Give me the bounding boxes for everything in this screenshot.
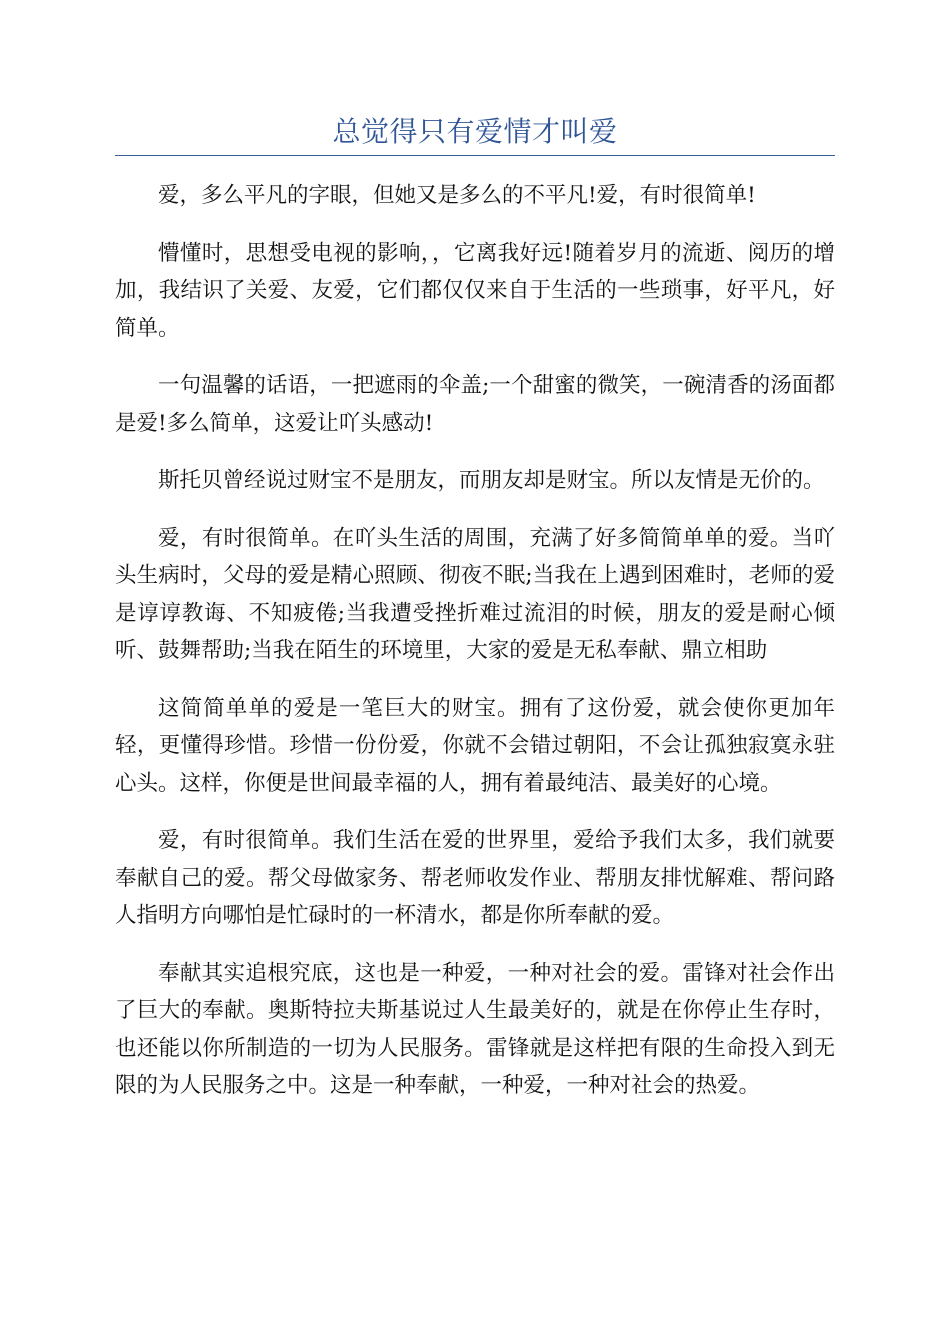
paragraph-3: 一句温馨的话语，一把遮雨的伞盖;一个甜蜜的微笑，一碗清香的汤面都是爱!多么简单，这爱让吖头感动! [115, 373, 835, 436]
document-title: 总觉得只有爱情才叫爱 [332, 115, 618, 148]
paragraph-8: 奉献其实追根究底，这也是一种爱，一种对社会的爱。雷锋对社会作出了巨大的奉献。奥斯特拉夫斯基说过人生最美好的，就是在你停止生存时，也还能以你所制造的一切为人民服务。雷锋就是这样把有限的生命投入到无限的为人民服务之中。这是一种奉献，一种爱，一种对社会的热爱。 [115, 960, 835, 1098]
paragraph-5: 爱，有时很简单。在吖头生活的周围，充满了好多简简单单的爱。当吖头生病时，父母的爱是精心照顾、彻夜不眠;当我在上遇到困难时，老师的爱是谆谆教诲、不知疲倦;当我遭受挫折难过流泪的时候，朋友的爱是耐心倾听、鼓舞帮助;当我在陌生的环境里，大家的爱是无私奉献、鼎立相助 [115, 525, 835, 663]
paragraph-7: 爱，有时很简单。我们生活在爱的世界里，爱给予我们太多，我们就要奉献自己的爱。帮父母做家务、帮老师收发作业、帮朋友排忧解难、帮问路人指明方向哪怕是忙碌时的一杯清水，都是你所奉献的爱。 [115, 828, 835, 928]
paragraph-2: 懵懂时，思想受电视的影响，，它离我好远!随着岁月的流逝、阅历的增加，我结识了关爱、友爱，它们都仅仅来自于生活的一些琐事，好平凡，好简单。 [115, 240, 835, 341]
paragraph-4: 斯托贝曾经说过财宝不是朋友，而朋友却是财宝。所以友情是无价的。 [158, 468, 825, 493]
paragraph-6: 这简简单单的爱是一笔巨大的财宝。拥有了这份爱，就会使你更加年轻，更懂得珍惜。珍惜一份份爱，你就不会错过朝阳，不会让孤独寂寞永驻心头。这样，你便是世间最幸福的人，拥有着最纯洁、最美好的心境。 [115, 695, 835, 796]
title-block [115, 112, 835, 156]
paragraph-1: 爱，多么平凡的字眼，但她又是多么的不平凡!爱，有时很简单! [158, 183, 756, 208]
document-body [115, 177, 835, 1125]
